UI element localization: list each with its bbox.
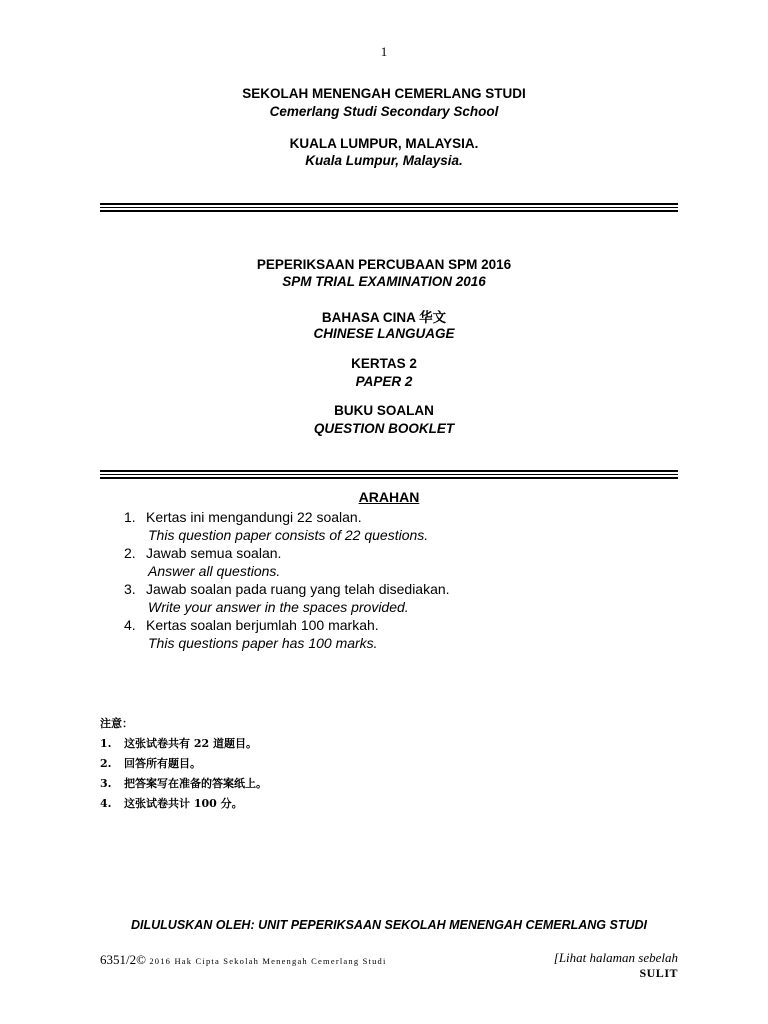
body-divider xyxy=(100,470,678,481)
instruction-item xyxy=(124,616,450,652)
instruction-text-en: This question paper consists of 22 questions. xyxy=(148,527,429,543)
instructions-heading: ARAHAN xyxy=(358,489,420,505)
copyright-text: 2016 Hak Cipta Sekolah Menengah Cemerlang Studi xyxy=(146,956,387,966)
chinese-note-text: 这张试卷共有 22 道题目。 xyxy=(124,737,257,750)
exam-title-ms: PEPERIKSAAN PERCUBAAN SPM 2016 xyxy=(256,257,512,272)
chinese-note-item xyxy=(100,794,267,814)
instruction-item xyxy=(124,544,450,580)
chinese-notes-heading: 注意： xyxy=(100,717,133,730)
chinese-notes xyxy=(100,714,267,814)
instruction-text-ms: Kertas soalan berjumlah 100 markah. xyxy=(146,617,379,633)
chinese-note-number: 4. xyxy=(100,797,112,810)
chinese-note-number: 3. xyxy=(100,777,112,790)
chinese-note-number: 1. xyxy=(100,737,112,750)
chinese-note-item xyxy=(100,774,267,794)
instruction-number: 4. xyxy=(124,617,136,633)
footer-copyright xyxy=(100,952,387,968)
subject-ms: BAHASA CINA 华文 xyxy=(321,310,447,325)
chinese-note-text: 回答所有题目。 xyxy=(124,757,201,770)
city-en: Kuala Lumpur, Malaysia. xyxy=(305,153,463,168)
instruction-text-ms: Jawab semua soalan. xyxy=(146,545,282,561)
page-number: 1 xyxy=(380,44,388,59)
city-ms: KUALA LUMPUR, MALAYSIA. xyxy=(289,136,479,151)
chinese-note-text: 把答案写在准备的答案纸上。 xyxy=(124,777,267,790)
paper-ms: KERTAS 2 xyxy=(351,356,417,371)
instruction-number: 1. xyxy=(124,509,136,525)
next-page-note: [Lihat halaman sebelah xyxy=(553,950,678,965)
instruction-text-ms: Jawab soalan pada ruang yang telah disediakan. xyxy=(146,581,450,597)
chinese-note-text: 这张试卷共计 100 分。 xyxy=(124,797,243,810)
chinese-note-item xyxy=(100,754,267,774)
subject-en: CHINESE LANGUAGE xyxy=(313,326,455,341)
approval-statement: DILULUSKAN OLEH: UNIT PEPERIKSAAN SEKOLAH MENENGAH CEMERLANG STUDI xyxy=(131,918,647,932)
instructions-list xyxy=(124,508,450,652)
school-name-ms: SEKOLAH MENENGAH CEMERLANG STUDI xyxy=(242,86,526,101)
header-divider xyxy=(100,203,678,214)
instruction-text-ms: Kertas ini mengandungi 22 soalan. xyxy=(146,509,362,525)
instruction-number: 2. xyxy=(124,545,136,561)
sulit-label: SULIT xyxy=(639,966,678,980)
paper-code: 6351/2© xyxy=(100,952,146,967)
paper-en: PAPER 2 xyxy=(355,374,413,389)
school-name-en: Cemerlang Studi Secondary School xyxy=(269,104,499,119)
booklet-en: QUESTION BOOKLET xyxy=(313,421,455,436)
exam-title-en: SPM TRIAL EXAMINATION 2016 xyxy=(282,274,486,289)
instruction-text-en: This questions paper has 100 marks. xyxy=(148,635,378,651)
instruction-number: 3. xyxy=(124,581,136,597)
instruction-text-en: Write your answer in the spaces provided. xyxy=(148,599,409,615)
chinese-note-item xyxy=(100,734,267,754)
chinese-note-number: 2. xyxy=(100,757,112,770)
booklet-ms: BUKU SOALAN xyxy=(334,403,434,418)
instruction-item xyxy=(124,508,450,544)
instruction-text-en: Answer all questions. xyxy=(148,563,281,579)
instruction-item xyxy=(124,580,450,616)
